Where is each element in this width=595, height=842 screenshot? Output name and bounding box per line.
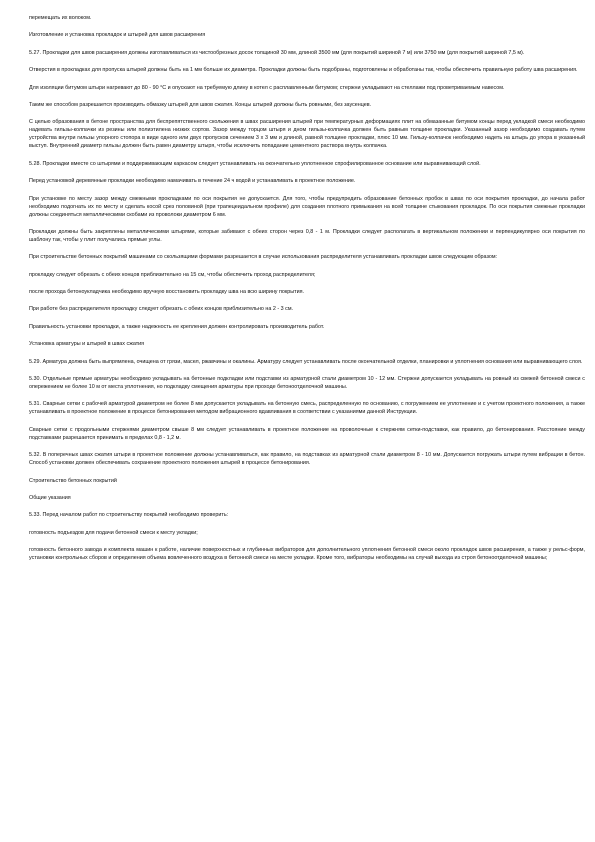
- text-paragraph: 5.32. В поперечных швах сжатия штыри в проектное положение должны устанавливаться, как правило, на подставках из арматурной стали диаметром 8 - 10 мм. Допускается погружать штыри путем вибрации в бетон. Способ установки должен обеспечивать сохранение проектного положения штырей в процессе бетонирования.: [29, 452, 585, 467]
- text-paragraph: При работе без распределителя прокладку следует обрезать с обеих концов приблизительно на 2 - 3 см.: [29, 306, 294, 313]
- section-heading: Строительство бетонных покрытий: [29, 477, 117, 484]
- text-paragraph: готовность подъездов для подачи бетонной смеси к месту укладки;: [29, 529, 198, 536]
- document-page: [29, 14, 585, 572]
- text-paragraph: Прокладки должны быть закреплены металлическими штырями, которые забивают с обеих сторон через 0,8 - 1 м. Прокладки следует располагать в вертикальном положении и перпендикулярно оси покрытия по шаблону так, чтобы у плит получались прямые углы.: [29, 228, 585, 243]
- text-paragraph: 5.28. Прокладки вместе со штырями и поддерживающим каркасом следует устанавливать на окончательно уплотненное спрофилированное основание или выравнивающий слой.: [29, 160, 481, 167]
- text-paragraph: Перед установкой деревянные прокладки необходимо намачивать в течение 24 ч водой и устанавливать в проектное положение.: [29, 178, 356, 185]
- text-paragraph: перемещать их волоком.: [29, 15, 92, 21]
- text-paragraph: При строительстве бетонных покрытий машинами со скользящими формами разрешается в случае использования распределителя устанавливать прокладки швов следующим образом:: [29, 254, 498, 261]
- text-paragraph: 5.31. Сварные сетки с рабочей арматурой диаметром не более 8 мм допускается укладывать на бетонную смесь, распределенную по основанию, с погружением ее уплотнение и с учетом проектного положения, а также устанавливать в проектное положение в процессе бетонирования методом вибрационного вдавливания в соответствии с указаниями данной Инструкции.: [29, 401, 585, 416]
- text-paragraph: Для изоляции битумом штыри нагревают до 80 - 90 °С и опускают на требуемую длину в котел с расплавленным битумом; стержни укладывают на стеллажи под проветриваемым навесом.: [29, 84, 505, 91]
- text-paragraph: С целью образования в бетоне пространства для беспрепятственного скольжения в швах расширения штырей при температурных деформациях плит на обмазанные битумом концы перед укладкой смеси необходимо надевать гильзы-колпачки из резины или полиэтилена низких сортов. Зазор между торцом штыря и дном гильзы-колпачка должен быть равным толщине прокладки. Указанный зазор необходимо создавать путем устройства внутри гильзы упорного стопора в виде одного или двух пропусков сечением 3 х 3 мм и длиной, равной толщине прокладки, плюс 10 мм. Гильзу-колпачок необходимо надеть на штырь до упора в указанный выступ. Внутренний диаметр гильзы должен быть равен диаметру штыря, чтобы исключить попадание цементного раствора внутрь колпачка.: [29, 119, 585, 150]
- text-paragraph: после прохода бетоноукладчика необходимо вручную восстановить прокладку шва на всю ширину покрытия.: [29, 289, 305, 296]
- text-paragraph: 5.30. Отдельные прямые арматуры необходимо укладывать на бетонные подкладки или подставки из арматурной стали диаметром 10 - 12 мм. Стержни допускается укладывать на ровный из свежей бетонной смеси с опережением не более 10 м от места уплотнения, но подкладку смещения арматуры при проходе бетоноотделочной машины.: [29, 376, 585, 391]
- text-paragraph: 5.33. Перед началом работ по строительству покрытий необходимо проверить:: [29, 512, 229, 519]
- text-paragraph: готовность бетонного завода и комплекта машин к работе, наличие поверхностных и глубинных вибраторов для дополнительного уплотнения бетонной смеси около прокладок швов расширения, а также у рельс-форм, установки контрольных сборов и определения объема вовлеченного воздуха в бетонной смеси на месте укладки. Кроме того, вибраторы необходимы на случай выхода из строя бетоноотделочной машины;: [29, 547, 585, 562]
- text-paragraph: Таким же способом разрешается производить обмазку штырей для швов сжатия. Концы штырей должны быть ровными, без заусенцев.: [29, 101, 372, 108]
- text-paragraph: При установке по месту зазор между смежными прокладками по оси покрытия не допускается. Для того, чтобы предупредить образование бетонных пробок в швах по оси покрытия прокладки, до начала работ необходимо подогнать их по месту и сделать косой срез половиной (при трапецеидальном профиле) для создания плотного примыкания на всей толщине стыкования прокладок. По оси покрытия смежные прокладки должны соединяться металлическими скобами из проволоки диаметром 6 мм.: [29, 195, 585, 218]
- section-heading: Установка арматуры и штырей в швах сжатия: [29, 341, 145, 348]
- subsection-heading: Общие указания: [29, 494, 71, 501]
- text-paragraph: Сварные сетки с продольными стержнями диаметром свыше 8 мм следует устанавливать в проектное положение на проволочные к стержням сетки-подставки, как правило, до бетонирования. Расстояние между подставками разрешается принимать в пределах 0,8 - 1,2 м.: [29, 426, 585, 441]
- text-paragraph: Правильность установки прокладки, а также надежность ее крепления должен контролировать производитель работ.: [29, 323, 325, 330]
- text-paragraph: 5.29. Арматура должна быть выпрямлена, очищена от грязи, масел, ржавчины и окалины. Арматуру следует устанавливать после окончательной отделки, планировки и уплотнения основания или выравнивающего слоя.: [29, 358, 583, 365]
- section-heading: Изготовление и установка прокладок и штырей для швов расширения: [29, 32, 206, 39]
- text-paragraph: Отверстия в прокладках для пропуска штырей должны быть на 1 мм больше их диаметра. Прокладки должны быть подобраны, подготовлены и обработаны так, чтобы обеспечить правильную работу шва расширения.: [29, 67, 578, 74]
- text-paragraph: 5.27. Прокладки для швов расширения должны изготавливаться из чистообрезных досок толщиной 30 мм, длиной 3500 мм (для покрытий шириной 7 м) или 3750 мм (для покрытий шириной 7,5 м).: [29, 49, 525, 56]
- text-paragraph: прокладку следует обрезать с обеих концов приблизительно на 15 см, чтобы обеспечить проход распределителя;: [29, 271, 316, 278]
